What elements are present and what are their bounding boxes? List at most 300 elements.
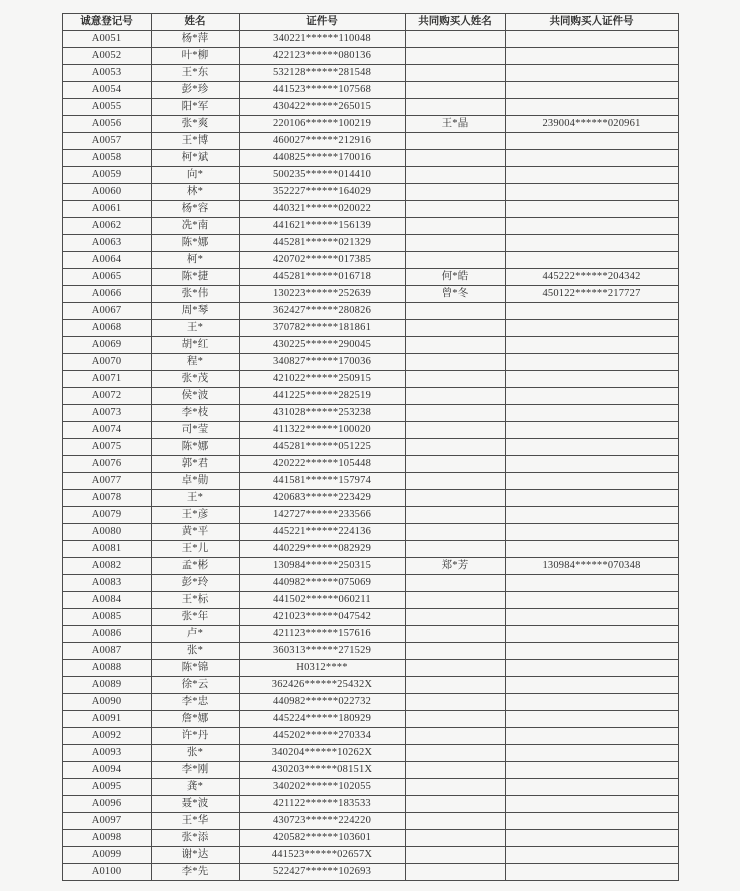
cell-name: 陈*娜 [151,235,239,252]
cell-id-number: 422123******080136 [239,48,405,65]
table-row [62,201,678,218]
cell-co-buyer-id-number [505,405,678,422]
table-row [62,184,678,201]
cell-co-buyer-name [405,371,505,388]
cell-id-number: 445224******180929 [239,711,405,728]
cell-name: 张*伟 [151,286,239,303]
cell-co-buyer-name [405,439,505,456]
cell-id-number: 430723******224220 [239,813,405,830]
cell-id-number: 441225******282519 [239,388,405,405]
cell-registration-no: A0080 [62,524,151,541]
cell-name: 张*茂 [151,371,239,388]
cell-co-buyer-name [405,354,505,371]
cell-co-buyer-name [405,150,505,167]
cell-co-buyer-name [405,541,505,558]
table-row [62,354,678,371]
cell-co-buyer-id-number [505,575,678,592]
cell-co-buyer-name [405,218,505,235]
cell-co-buyer-name: 郑*芳 [405,558,505,575]
table-row [62,864,678,881]
cell-registration-no: A0051 [62,31,151,48]
cell-co-buyer-name [405,745,505,762]
cell-co-buyer-id-number [505,218,678,235]
cell-co-buyer-id-number: 450122******217727 [505,286,678,303]
cell-registration-no: A0053 [62,65,151,82]
cell-name: 王*华 [151,813,239,830]
cell-name: 叶*柳 [151,48,239,65]
table-row [62,405,678,422]
cell-registration-no: A0065 [62,269,151,286]
cell-id-number: H0312**** [239,660,405,677]
cell-co-buyer-id-number [505,456,678,473]
cell-id-number: 440321******020022 [239,201,405,218]
cell-id-number: 340204******10262X [239,745,405,762]
table-row [62,48,678,65]
cell-id-number: 220106******100219 [239,116,405,133]
cell-name: 程* [151,354,239,371]
cell-name: 王*博 [151,133,239,150]
cell-registration-no: A0058 [62,150,151,167]
cell-co-buyer-id-number [505,303,678,320]
table-row [62,252,678,269]
table-row [62,65,678,82]
cell-co-buyer-id-number: 130984******070348 [505,558,678,575]
cell-name: 周*琴 [151,303,239,320]
cell-id-number: 440229******082929 [239,541,405,558]
cell-co-buyer-id-number [505,48,678,65]
cell-co-buyer-name: 何*皓 [405,269,505,286]
cell-co-buyer-id-number [505,371,678,388]
cell-co-buyer-id-number [505,252,678,269]
cell-name: 张*年 [151,609,239,626]
cell-name: 王*东 [151,65,239,82]
cell-id-number: 130223******252639 [239,286,405,303]
cell-id-number: 430225******290045 [239,337,405,354]
cell-co-buyer-name [405,320,505,337]
cell-co-buyer-name [405,252,505,269]
table-row [62,133,678,150]
cell-name: 李*先 [151,864,239,881]
cell-name: 许*丹 [151,728,239,745]
cell-name: 李*枝 [151,405,239,422]
cell-registration-no: A0087 [62,643,151,660]
table-row [62,745,678,762]
table-row [62,269,678,286]
cell-id-number: 440982******022732 [239,694,405,711]
cell-registration-no: A0076 [62,456,151,473]
table-row [62,218,678,235]
cell-name: 王* [151,490,239,507]
cell-name: 张* [151,643,239,660]
cell-registration-no: A0095 [62,779,151,796]
cell-co-buyer-name [405,31,505,48]
table-row [62,167,678,184]
cell-id-number: 431028******253238 [239,405,405,422]
cell-co-buyer-id-number [505,830,678,847]
cell-co-buyer-name [405,337,505,354]
cell-name: 聂*波 [151,796,239,813]
cell-co-buyer-id-number: 445222******204342 [505,269,678,286]
table-row [62,507,678,524]
table-row [62,490,678,507]
cell-id-number: 445281******051225 [239,439,405,456]
cell-id-number: 441523******02657X [239,847,405,864]
cell-registration-no: A0084 [62,592,151,609]
table-header [62,14,678,31]
cell-id-number: 430203******08151X [239,762,405,779]
cell-co-buyer-name [405,830,505,847]
cell-co-buyer-id-number [505,796,678,813]
cell-id-number: 421123******157616 [239,626,405,643]
header-registration-no: 诚意登记号 [62,14,151,31]
cell-name: 杨*容 [151,201,239,218]
cell-name: 卢* [151,626,239,643]
cell-name: 侯*波 [151,388,239,405]
cell-registration-no: A0056 [62,116,151,133]
cell-co-buyer-id-number [505,745,678,762]
cell-registration-no: A0061 [62,201,151,218]
cell-id-number: 445202******270334 [239,728,405,745]
cell-registration-no: A0097 [62,813,151,830]
cell-co-buyer-name [405,490,505,507]
table-row [62,286,678,303]
cell-id-number: 420683******223429 [239,490,405,507]
table-row [62,235,678,252]
cell-id-number: 420702******017385 [239,252,405,269]
cell-name: 徐*云 [151,677,239,694]
cell-co-buyer-id-number [505,490,678,507]
cell-co-buyer-name [405,660,505,677]
cell-co-buyer-name [405,813,505,830]
table-row [62,388,678,405]
table-row [62,558,678,575]
table-row [62,337,678,354]
cell-co-buyer-id-number [505,779,678,796]
cell-co-buyer-name [405,201,505,218]
cell-id-number: 421022******250915 [239,371,405,388]
table-row [62,541,678,558]
cell-name: 王* [151,320,239,337]
cell-registration-no: A0068 [62,320,151,337]
cell-co-buyer-name [405,643,505,660]
cell-id-number: 441502******060211 [239,592,405,609]
cell-name: 张*爽 [151,116,239,133]
cell-registration-no: A0072 [62,388,151,405]
cell-co-buyer-id-number [505,337,678,354]
cell-id-number: 421023******047542 [239,609,405,626]
cell-registration-no: A0089 [62,677,151,694]
cell-id-number: 460027******212916 [239,133,405,150]
cell-id-number: 532128******281548 [239,65,405,82]
cell-co-buyer-id-number: 239004******020961 [505,116,678,133]
table-row [62,82,678,99]
cell-registration-no: A0064 [62,252,151,269]
cell-name: 杨*萍 [151,31,239,48]
cell-co-buyer-name: 曾*冬 [405,286,505,303]
table-row [62,116,678,133]
cell-co-buyer-name [405,575,505,592]
cell-id-number: 352227******164029 [239,184,405,201]
cell-co-buyer-name: 王*晶 [405,116,505,133]
cell-co-buyer-name [405,184,505,201]
cell-co-buyer-id-number [505,320,678,337]
cell-name: 林* [151,184,239,201]
cell-co-buyer-id-number [505,592,678,609]
cell-registration-no: A0063 [62,235,151,252]
cell-co-buyer-id-number [505,31,678,48]
cell-id-number: 430422******265015 [239,99,405,116]
table-row [62,99,678,116]
cell-co-buyer-name [405,65,505,82]
cell-co-buyer-id-number [505,609,678,626]
cell-co-buyer-id-number [505,541,678,558]
header-id-number: 证件号 [239,14,405,31]
cell-name: 彭*珍 [151,82,239,99]
cell-id-number: 340827******170036 [239,354,405,371]
cell-registration-no: A0094 [62,762,151,779]
cell-registration-no: A0085 [62,609,151,626]
cell-co-buyer-name [405,864,505,881]
cell-co-buyer-id-number [505,813,678,830]
cell-registration-no: A0060 [62,184,151,201]
table-row [62,711,678,728]
cell-co-buyer-name [405,728,505,745]
cell-registration-no: A0059 [62,167,151,184]
cell-name: 陈*捷 [151,269,239,286]
cell-id-number: 370782******181861 [239,320,405,337]
cell-co-buyer-id-number [505,99,678,116]
cell-co-buyer-name [405,303,505,320]
cell-name: 黄*平 [151,524,239,541]
cell-co-buyer-id-number [505,422,678,439]
cell-name: 李*忠 [151,694,239,711]
cell-co-buyer-id-number [505,201,678,218]
cell-name: 孟*彬 [151,558,239,575]
table-row [62,439,678,456]
cell-co-buyer-id-number [505,762,678,779]
cell-id-number: 522427******102693 [239,864,405,881]
cell-registration-no: A0070 [62,354,151,371]
cell-registration-no: A0069 [62,337,151,354]
cell-co-buyer-name [405,99,505,116]
table-row [62,626,678,643]
cell-name: 柯* [151,252,239,269]
table-row [62,303,678,320]
cell-name: 张*添 [151,830,239,847]
table-row [62,524,678,541]
cell-co-buyer-id-number [505,864,678,881]
table-row [62,660,678,677]
cell-id-number: 421122******183533 [239,796,405,813]
cell-co-buyer-name [405,507,505,524]
header-co-buyer-id-number: 共同购买人证件号 [505,14,678,31]
cell-co-buyer-name [405,48,505,65]
table-row [62,796,678,813]
table-row [62,677,678,694]
cell-co-buyer-name [405,388,505,405]
cell-co-buyer-id-number [505,65,678,82]
cell-id-number: 445281******016718 [239,269,405,286]
cell-registration-no: A0086 [62,626,151,643]
cell-co-buyer-id-number [505,847,678,864]
cell-registration-no: A0088 [62,660,151,677]
cell-registration-no: A0055 [62,99,151,116]
cell-co-buyer-name [405,711,505,728]
cell-name: 詹*娜 [151,711,239,728]
cell-co-buyer-name [405,82,505,99]
cell-registration-no: A0073 [62,405,151,422]
registration-table [62,13,679,881]
cell-id-number: 440982******075069 [239,575,405,592]
cell-co-buyer-name [405,609,505,626]
cell-co-buyer-name [405,592,505,609]
cell-co-buyer-name [405,167,505,184]
table-row [62,150,678,167]
table-row [62,371,678,388]
cell-id-number: 440825******170016 [239,150,405,167]
cell-co-buyer-id-number [505,184,678,201]
table-row [62,456,678,473]
cell-registration-no: A0096 [62,796,151,813]
table-row [62,830,678,847]
cell-co-buyer-name [405,235,505,252]
cell-co-buyer-name [405,456,505,473]
cell-name: 柯*斌 [151,150,239,167]
cell-co-buyer-id-number [505,354,678,371]
cell-co-buyer-id-number [505,235,678,252]
cell-name: 谢*达 [151,847,239,864]
cell-registration-no: A0075 [62,439,151,456]
table-row [62,422,678,439]
cell-name: 冼*南 [151,218,239,235]
cell-name: 王*彦 [151,507,239,524]
cell-co-buyer-name [405,524,505,541]
cell-id-number: 340202******102055 [239,779,405,796]
cell-registration-no: A0067 [62,303,151,320]
header-co-buyer-name: 共同购买人姓名 [405,14,505,31]
cell-registration-no: A0098 [62,830,151,847]
cell-name: 陈*锦 [151,660,239,677]
table-row [62,779,678,796]
cell-id-number: 445281******021329 [239,235,405,252]
cell-registration-no: A0062 [62,218,151,235]
cell-co-buyer-id-number [505,711,678,728]
cell-co-buyer-id-number [505,150,678,167]
cell-name: 陈*娜 [151,439,239,456]
header-row [62,14,678,31]
cell-co-buyer-id-number [505,507,678,524]
table-row [62,847,678,864]
cell-id-number: 420222******105448 [239,456,405,473]
cell-id-number: 441523******107568 [239,82,405,99]
cell-name: 阳*军 [151,99,239,116]
cell-name: 王*标 [151,592,239,609]
cell-registration-no: A0092 [62,728,151,745]
cell-id-number: 362427******280826 [239,303,405,320]
cell-name: 彭*玲 [151,575,239,592]
cell-registration-no: A0071 [62,371,151,388]
cell-co-buyer-id-number [505,167,678,184]
cell-co-buyer-id-number [505,439,678,456]
cell-name: 李*刚 [151,762,239,779]
cell-name: 向* [151,167,239,184]
cell-id-number: 445221******224136 [239,524,405,541]
cell-co-buyer-id-number [505,82,678,99]
cell-name: 张* [151,745,239,762]
cell-id-number: 411322******100020 [239,422,405,439]
table-row [62,762,678,779]
cell-registration-no: A0079 [62,507,151,524]
cell-id-number: 130984******250315 [239,558,405,575]
table-row [62,473,678,490]
cell-registration-no: A0054 [62,82,151,99]
cell-registration-no: A0057 [62,133,151,150]
cell-name: 卓*勋 [151,473,239,490]
cell-name: 郭*君 [151,456,239,473]
cell-name: 龚* [151,779,239,796]
header-name: 姓名 [151,14,239,31]
cell-co-buyer-name [405,473,505,490]
table-row [62,31,678,48]
cell-id-number: 360313******271529 [239,643,405,660]
cell-co-buyer-name [405,847,505,864]
cell-co-buyer-name [405,762,505,779]
cell-registration-no: A0052 [62,48,151,65]
cell-co-buyer-id-number [505,473,678,490]
cell-registration-no: A0093 [62,745,151,762]
table-row [62,609,678,626]
cell-id-number: 142727******233566 [239,507,405,524]
table-row [62,694,678,711]
table-row [62,643,678,660]
cell-registration-no: A0077 [62,473,151,490]
cell-id-number: 362426******25432X [239,677,405,694]
cell-co-buyer-id-number [505,660,678,677]
cell-registration-no: A0078 [62,490,151,507]
cell-id-number: 500235******014410 [239,167,405,184]
table-body [62,31,678,881]
cell-co-buyer-id-number [505,677,678,694]
cell-id-number: 340221******110048 [239,31,405,48]
cell-co-buyer-name [405,677,505,694]
cell-registration-no: A0082 [62,558,151,575]
cell-registration-no: A0100 [62,864,151,881]
cell-registration-no: A0090 [62,694,151,711]
cell-co-buyer-name [405,133,505,150]
table-row [62,575,678,592]
cell-registration-no: A0066 [62,286,151,303]
cell-co-buyer-id-number [505,728,678,745]
cell-name: 司*莹 [151,422,239,439]
cell-co-buyer-id-number [505,694,678,711]
table-row [62,592,678,609]
cell-id-number: 420582******103601 [239,830,405,847]
cell-co-buyer-name [405,779,505,796]
cell-registration-no: A0099 [62,847,151,864]
table-row [62,728,678,745]
cell-registration-no: A0083 [62,575,151,592]
table-row [62,320,678,337]
cell-co-buyer-id-number [505,388,678,405]
cell-name: 王*儿 [151,541,239,558]
cell-co-buyer-name [405,796,505,813]
cell-co-buyer-id-number [505,626,678,643]
cell-co-buyer-name [405,422,505,439]
cell-id-number: 441621******156139 [239,218,405,235]
cell-id-number: 441581******157974 [239,473,405,490]
cell-name: 胡*红 [151,337,239,354]
cell-co-buyer-name [405,694,505,711]
